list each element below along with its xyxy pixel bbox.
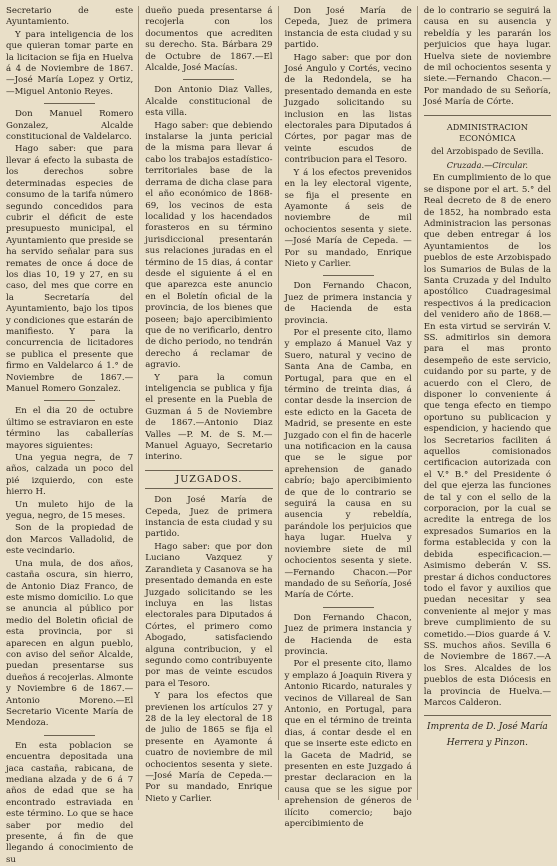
notice-text: de lo contrario se seguirá la causa en su ausencia y rebeldía y les pararán los perjuicios que haya lugar. Huelva siete de noviembre de mil ochocientos sesenta y siete.—Fernando Chacon.—Por mandado de su Señoría, José María de Córte. <box>423 6 551 108</box>
imprint-line-2: Herrera y Pinzon. <box>446 737 528 748</box>
notice-text: Y para inteligencia de los que quieran tomar parte en la licitacion se fija en Huelva á 4 de Noviembre de 1867. —José María Lopez y Ortiz, —Miguel Antonio Reyes. <box>6 29 134 97</box>
section-title-juzgados: JUZGADOS. <box>145 470 272 489</box>
notice-heading: Don Antonio Diaz Valles, Alcalde constitucional de esta villa. <box>145 85 273 119</box>
notice-text: Secretario de este Ayuntamiento. <box>6 6 134 28</box>
circular-heading: Cruzada.—Circular. <box>446 159 529 170</box>
notice-heading: Don Manuel Romero Gonzalez, Alcalde constitucional de Valdelarco. <box>6 109 134 143</box>
separator <box>424 115 551 116</box>
notice-text: Un muleto hijo de la yegua, negro, de 15 meses. <box>6 499 134 522</box>
notice-text: En cumplimiento de lo que se dispone por el art. 5.° del Real decreto de 8 de enero de 1852, ha nombrado esta Administracion las personas que deben entregar á los Ayuntamientos de los pueblos de este Arzobispado los Sumarios de Bulas de la Santa Cruzada y del Indulto apostólico Cuadragesimal respectivos á la predicacion del venidero año de 1868.—En esta virtud se servirán V. SS. admitirlos sin demora para el mas pronto desempeño de este servicio, cuidando por su parte, y de acuerdo con el Clero, de disponer lo conveniente á que tenga efecto en tiempo oportuno su publicacion y espendicion, y haciendo que los Secretarios faciliten á aquellos comisionados certificacion autorizada con el V.° B.° del Presidente ó del que ejerza las funciones de tal y con el sello de la corporacion, por la cual se acredite la entrega de los expresados Sumarios en la forma establecida y con la debida especificacion.—Asimismo deberán V. SS. prestar á dichos conductores todo el favor y auxilios que puedan necesitar y sea conveniente al mejor y mas breve cumplimiento de su cometido.—Dios guarde á V. SS. muchos años. Sevilla 6 de Noviembre de 1867.—A los Sres. Alcaldes de los pueblos de esta Diócesis en la provincia de Huelva.—Marcos Calderon. <box>423 173 551 708</box>
administration-subheading: del Arzobispado de Sevilla. <box>431 146 544 157</box>
notice-heading: Don José María de Cepeda, Juez de primera instancia de esta ciudad y su partido. <box>145 495 273 540</box>
separator <box>323 607 374 608</box>
imprint-line-1: Imprenta de D. José María <box>427 722 548 733</box>
separator <box>323 275 374 276</box>
column-1 <box>6 6 139 865</box>
notice-text: En el dia 20 de octubre último se estraviaron en este término las caballerías mayores siguientes: <box>6 406 134 451</box>
notice-heading: Don Fernando Chacon, Juez de primera instancia y de Hacienda de esta provincia. <box>284 612 412 657</box>
notice-text: Son de la propiedad de don Marcos Valladolid, de este vecindario. <box>6 523 134 557</box>
notice-text: Una yegua negra, de 7 años, calzada un poco del pié izquierdo, con este hierro H. <box>6 453 134 498</box>
administration-heading: ADMINISTRACION ECONÓMICA <box>446 121 528 144</box>
notice-text: Y á los efectos prevenidos en la ley electoral vigente, se fija el presente en Ayamonte á seis de noviembre de mil ochocientos sesenta y siete.—José María de Cepeda. —Por su mandado, Enrique Nieto y Carlier. <box>284 167 412 269</box>
notice-text: Hago saber: que por don Luciano Vazquez y Zarandieta y Casanova se ha presentado demanda en este Juzgado solicitando se les incluya en las listas electorales para Diputados á Córtes, el primero como Abogado, satisfaciendo alguna contribucion, y el segundo como contribuyente por mas de veinte escudos para el Tesoro. <box>145 541 273 689</box>
notice-text: Y para la comun inteligencia se publica y fija el presente en la Puebla de Guzman á 5 de Noviembre de 1867.—Antonio Diaz Valles —P. M. de S. M.—Manuel Aguayo, Secretario interino. <box>145 372 273 463</box>
separator <box>424 715 551 716</box>
notice-heading: Don José María de Cepeda, Juez de primera instancia de esta ciudad y su partido. <box>284 6 412 51</box>
column-2 <box>145 6 278 804</box>
separator <box>44 735 95 736</box>
notice-text: Por el presente cito, llamo y emplazo á Manuel Vaz y Suero, natural y vecino de Santa Ana de Camba, en Portugal, para que en el término de treinta dias, á contar desde la insercion de este edicto en la Gaceta de Madrid, se presente en este Juzgado con el fin de hacerle una notificacion en la causa que se le sigue por aprehension de ganado cabrío; bajo apercibimiento de que de lo contrario se seguirá la causa en su ausencia y rebeldía, parándole los perjuicios que haya lugar. Huelva y noviembre siete de mil ochocientos sesenta y siete.—Fernando Chacon.—Por mandado de su Señoría, José María de Córte. <box>284 327 412 601</box>
notice-text: En esta poblacion se encuentra depositada una jaca castaña, rabicana, de mediana alzada y de 6 á 7 años de edad que se ha encontrado estraviada en este término. Lo que se hace saber por medio del presente, á fin de que llegando á conocimiento de su <box>6 740 134 865</box>
notice-text: Hago saber: que debiendo instalarse la junta pericial de la misma para llevar á cabo los trabajos estadístico-territoriales base de la derrama de dicha clase para el año económico de 1868-69, los vecinos de esta localidad y los hacendados forasteros en su término jurisdiccional presentarán sus relaciones juradas en el término de 15 dias, á contar desde el siguiente á el en que aparezca este anuncio en el Boletín oficial de la provincia, de los bienes que poseen; bajo apercibimiento que de no verificarlo, dentro de dicho periodo, no tendrán derecho á reclamar de agravio. <box>145 120 273 371</box>
notice-text: Hago saber: que para llevar á efecto la subasta de los derechos sobre determinadas especies de consumo de la tarifa número segundo concedidos para cubrir el déficit de este presupuesto municipal, el Ayuntamiento que preside se ha servido señalar para sus remates de once á doce de los dias 10, 19 y 27, en su caso, del mes que corre en la Secretaría del Ayuntamiento, bajo los tipos y condiciones que estarán de manifiesto. Y para la concurrencia de licitadores se publica el presente que firmo en Valdelarco á 1.° de Noviembre de 1867.—Manuel Romero Gonzalez. <box>6 144 134 394</box>
column-4 <box>424 6 551 800</box>
column-3 <box>284 6 418 830</box>
notice-text: Hago saber: que por don José Angulo y Cortés, vecino de la Redondela, se ha presentado demanda en este Juzgado solicitando su inclusion en las listas electorales para Diputados á Córtes, por pagar mas de veinte escudos de contribucion para el Tesoro. <box>284 52 412 166</box>
notice-heading: Don Fernando Chacon, Juez de primera instancia y de Hacienda de esta provincia. <box>284 281 412 326</box>
separator <box>44 400 95 401</box>
separator <box>183 79 234 80</box>
notice-text: Y para los efectos que previenen los artículos 27 y 28 de la ley electoral de 18 de julio de 1865 se fija el presente en Ayamonte á cuatro de noviembre de mil ochocientos sesenta y siete.—José María de Cepeda.—Por su mandado, Enrique Nieto y Carlier. <box>145 691 273 804</box>
separator <box>44 103 95 104</box>
notice-text: Por el presente cito, llamo y emplazo á Joaquin Rivera y Antonio Ricardo, naturales y vecinos de Villareal de San Antonio, en Portugal, para que en el término de treinta dias, á contar desde el en que se inserte este edicto en la Gaceta de Madrid, se presenten en este Juzgado á prestar declaracion en la causa que se les sigue por aprehension de géneros de ilícito comercio; bajo apercibimiento de <box>284 659 412 830</box>
notice-text: Una mula, de dos años, castaña oscura, sin hierro, de Antonio Diaz Franco, de este mismo domicilio. Lo que se anuncia al público por medio del Boletin oficial de esta provincia, por si aparecen en algun pueblo, con aviso del señor Alcalde, puedan presentarse sus dueños á recojerlas. Almonte y Noviembre 6 de 1867.—Antonio Moreno.—El Secretario Vicente María de Mendoza. <box>6 558 134 729</box>
notice-text: dueño pueda presentarse á recojerla con los documentos que acrediten su derecho. Sta. Bárbara 29 de Octubre de 1867.—El Alcalde, José Macías. <box>145 6 273 74</box>
